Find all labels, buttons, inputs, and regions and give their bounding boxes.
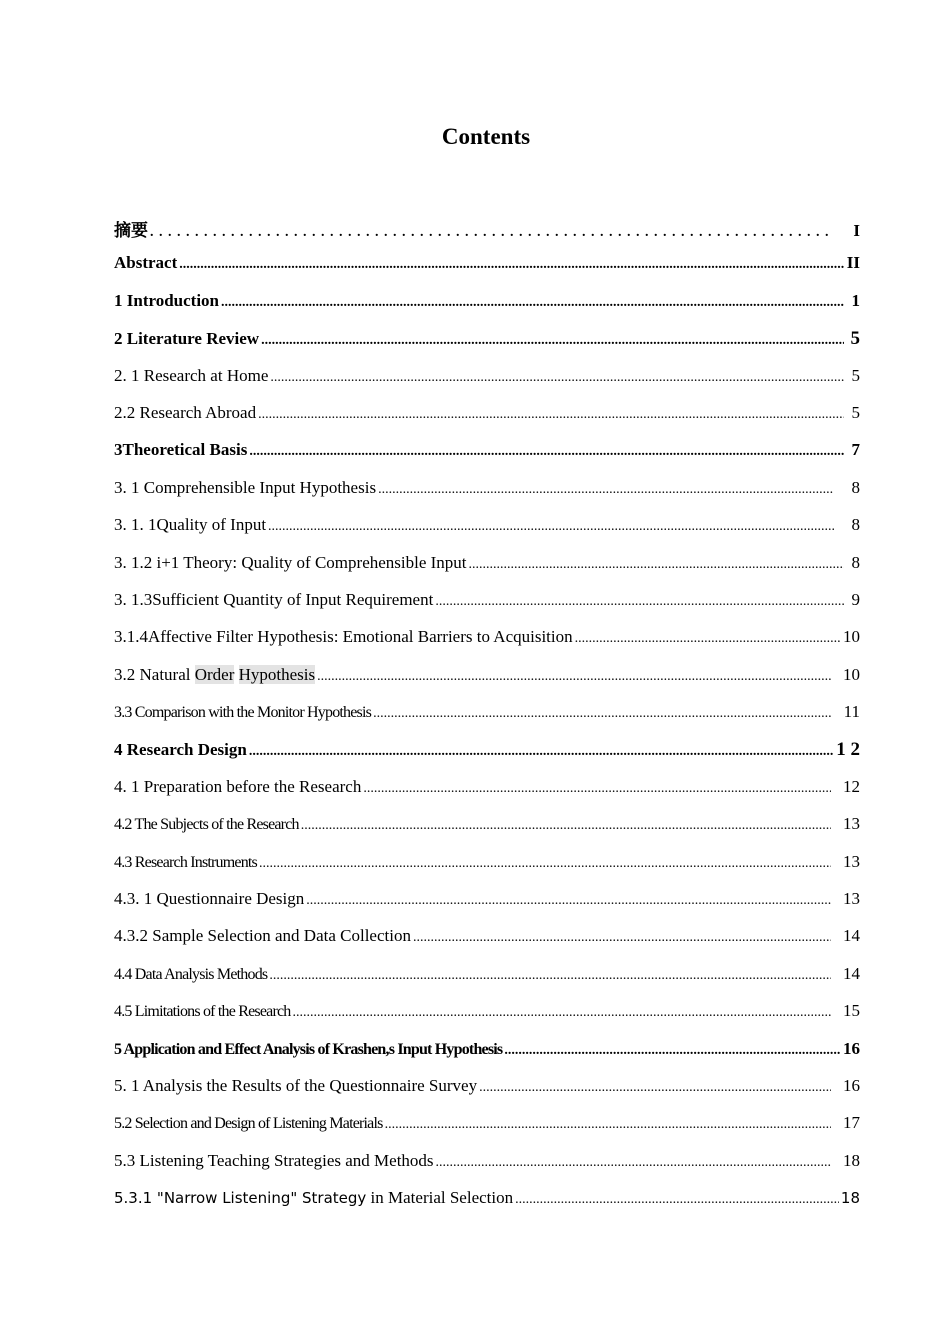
toc-entry-page: 16 xyxy=(843,1038,860,1058)
toc-entry-page: 14 xyxy=(843,926,860,946)
toc-entry[interactable] xyxy=(114,590,860,627)
toc-entry-page: 1 xyxy=(851,290,860,310)
toc-entry-page: 14 xyxy=(843,963,860,983)
toc-entry[interactable] xyxy=(114,1076,860,1113)
dot-leader xyxy=(261,333,844,349)
dot-leader xyxy=(270,370,844,386)
toc-entry-label: 2. 1 Research at Home xyxy=(114,365,269,385)
toc-entry-label: 5. 1 Analysis the Results of the Questionnaire Survey xyxy=(114,1075,478,1095)
label-text: 5.3.1 "Narrow Listening" Strategy xyxy=(114,1189,367,1208)
toc-entry-page: 8 xyxy=(851,477,860,497)
toc-entry-label: 5 Application and Effect Analysis of Krashen,s Input Hypothesis xyxy=(114,1040,503,1058)
toc-entry[interactable] xyxy=(114,515,860,552)
toc-entry-label: 4.3.2 Sample Selection and Data Collection xyxy=(114,926,411,946)
dot-leader xyxy=(436,1155,831,1171)
toc-entry-label: 摘要 xyxy=(114,221,148,240)
toc-entry-page: 8 xyxy=(851,552,860,572)
toc-entry-page: 12 xyxy=(843,776,860,796)
toc-entry[interactable] xyxy=(114,777,860,814)
dot-leader xyxy=(363,781,831,797)
toc-entry[interactable] xyxy=(114,366,860,403)
toc-entry-page: 18 xyxy=(840,1189,860,1208)
dot-leader xyxy=(292,1005,831,1021)
toc-entry-label: 3. 1.3Sufficient Quantity of Input Requirement xyxy=(114,589,434,609)
toc-entry-page: II xyxy=(846,253,860,273)
toc-entry-page: 9 xyxy=(851,589,860,609)
toc-entry-label: 2 Literature Review xyxy=(114,329,260,349)
dot-leader xyxy=(249,744,834,760)
label-text xyxy=(234,665,238,684)
toc-entry-page: 16 xyxy=(843,1075,860,1095)
toc-entry[interactable] xyxy=(114,328,860,365)
dot-leader xyxy=(515,1192,839,1208)
toc-entry-page: 17 xyxy=(843,1113,860,1133)
toc-entry-label xyxy=(114,1188,513,1208)
dot-leader xyxy=(259,856,831,872)
toc-entry-label: 4.2 The Subjects of the Research xyxy=(114,816,299,834)
toc-entry-page: 7 xyxy=(851,440,860,460)
dot-leader xyxy=(373,706,832,722)
toc-entry[interactable] xyxy=(114,553,860,590)
toc-entry-label: 3.3 Comparison with the Monitor Hypothesis xyxy=(114,704,372,722)
toc-entry-page: 10 xyxy=(843,627,860,647)
toc-entry-label: 4. 1 Preparation before the Research xyxy=(114,776,362,796)
toc-entry[interactable] xyxy=(114,852,860,889)
dot-leader xyxy=(179,257,844,273)
toc-entry[interactable] xyxy=(114,814,860,851)
toc-entry-label: 3. 1 Comprehensible Input Hypothesis xyxy=(114,477,377,497)
dot-leader xyxy=(269,968,831,984)
toc-entry-label: 3. 1. 1Quality of Input xyxy=(114,515,267,535)
toc-entry-page: 13 xyxy=(843,814,860,834)
toc-entry[interactable] xyxy=(114,665,860,702)
highlighted-text: Order xyxy=(194,664,235,684)
toc-entry-label: 2.2 Research Abroad xyxy=(114,402,257,422)
toc-entry[interactable] xyxy=(114,926,860,963)
toc-entry[interactable] xyxy=(114,1113,860,1150)
toc-entry[interactable] xyxy=(114,1151,860,1188)
toc-entry-label: 4.3. 1 Questionnaire Design xyxy=(114,889,305,909)
toc-entry-label: 1 Introduction xyxy=(114,290,220,310)
toc-entry[interactable] xyxy=(114,739,860,776)
toc-entry-label xyxy=(114,665,315,685)
toc-entry-label: 3Theoretical Basis xyxy=(114,440,248,460)
dot-leader xyxy=(221,295,844,311)
dot-leader xyxy=(385,1117,831,1133)
toc-entry-label: 4.5 Limitations of the Research xyxy=(114,1003,291,1021)
toc-entry[interactable] xyxy=(114,478,860,515)
toc-entry[interactable] xyxy=(114,440,860,477)
toc-entry-page: 13 xyxy=(843,851,860,871)
toc-entry-label: 5.3 Listening Teaching Strategies and Methods xyxy=(114,1150,434,1170)
toc-entry-page: 1 2 xyxy=(836,739,860,761)
toc-entry-label: 5.2 Selection and Design of Listening Materials xyxy=(114,1115,383,1133)
dot-leader xyxy=(268,519,834,535)
dot-leader xyxy=(435,594,844,610)
toc-entry[interactable] xyxy=(114,627,860,664)
table-of-contents xyxy=(114,216,860,1226)
dot-leader xyxy=(150,225,834,241)
page-title: Contents xyxy=(441,124,531,149)
toc-entry-page: 11 xyxy=(843,702,860,722)
toc-entry-page: 15 xyxy=(843,1001,860,1021)
dot-leader xyxy=(317,669,831,685)
toc-entry-page: 18 xyxy=(843,1150,860,1170)
toc-entry-page: 5 xyxy=(851,365,860,385)
toc-entry[interactable] xyxy=(114,889,860,926)
dot-leader xyxy=(479,1080,831,1096)
toc-entry-page: 13 xyxy=(843,889,860,909)
toc-entry-page: 5 xyxy=(851,402,860,422)
toc-entry[interactable] xyxy=(114,1039,860,1076)
toc-entry-label: 4.3 Research Instruments xyxy=(114,853,257,871)
label-text: 3.2 Natural xyxy=(114,664,195,684)
toc-entry[interactable] xyxy=(114,403,860,440)
toc-entry[interactable] xyxy=(114,964,860,1001)
dot-leader xyxy=(504,1043,841,1059)
toc-entry-label: 3.1.4Affective Filter Hypothesis: Emotional Barriers to Acquisition xyxy=(114,627,573,647)
dot-leader xyxy=(249,444,844,460)
toc-entry-page: 5 xyxy=(850,328,860,350)
toc-entry-label: 4 Research Design xyxy=(114,740,247,760)
toc-entry-label: 3. 1.2 i+1 Theory: Quality of Comprehensible Input xyxy=(114,552,467,572)
toc-entry[interactable] xyxy=(114,253,860,290)
highlighted-text: Hypothesis xyxy=(238,664,316,684)
toc-entry-page: 8 xyxy=(851,515,860,535)
dot-leader xyxy=(469,557,844,573)
toc-entry-label: 4.4 Data Analysis Methods xyxy=(114,965,268,983)
dot-leader xyxy=(258,407,844,423)
label-text: in Material Selection xyxy=(366,1188,514,1208)
toc-entry[interactable] xyxy=(114,1001,860,1038)
dot-leader xyxy=(306,893,831,909)
toc-entry[interactable] xyxy=(114,702,860,739)
toc-entry[interactable] xyxy=(114,1188,860,1225)
dot-leader xyxy=(301,818,831,834)
dot-leader xyxy=(575,631,841,647)
toc-entry[interactable] xyxy=(114,291,860,328)
dot-leader xyxy=(413,930,831,946)
toc-entry-page: 10 xyxy=(843,664,860,684)
toc-entry-label: Abstract xyxy=(114,253,178,273)
toc-entry-page: I xyxy=(853,221,860,240)
toc-entry[interactable] xyxy=(114,216,860,253)
dot-leader xyxy=(378,482,834,498)
